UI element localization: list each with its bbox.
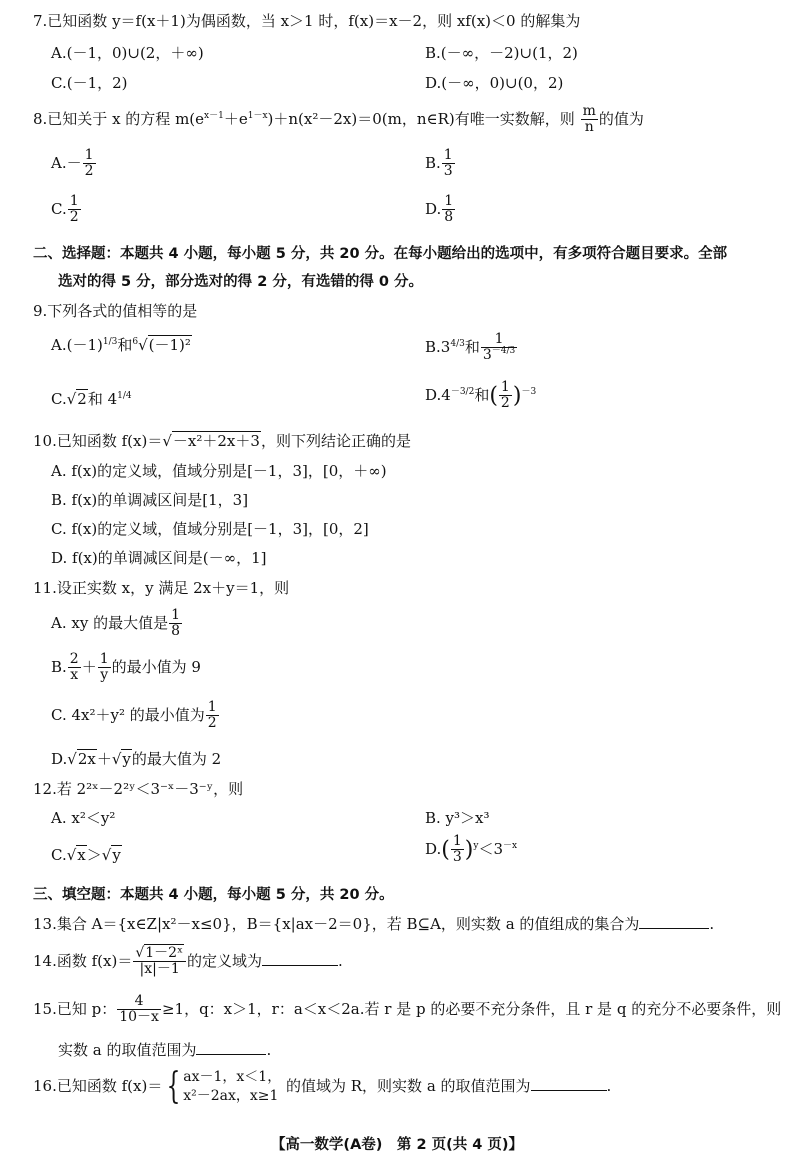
q7-option-b: B.(－∞，－2)∪(1，2) (425, 44, 578, 62)
q16-answer-blank[interactable] (531, 1078, 607, 1091)
question-12: 12.若 2²ˣ－2²ʸ＜3⁻ˣ－3⁻ʸ，则 (33, 780, 244, 798)
q8-text-post: )＋n(x²－2x)＝0(m，n∈R)有唯一实数解，则 (267, 109, 575, 128)
q9-option-c: C.√2和 $4^{1/4}$ (51, 390, 132, 408)
q8-option-a: A.－ $\frac{1}{2}$ (51, 147, 94, 180)
q7-option-d: D.(－∞，0)∪(0，2) (425, 74, 564, 92)
q7-option-c: C.(－1，2) (51, 74, 128, 92)
q10-option-d: D. f(x)的单调减区间是(－∞，1] (51, 549, 267, 567)
q12-option-a: A. x²＜y² (51, 809, 116, 827)
q8-text-mid: ＋e (223, 109, 248, 128)
page-footer: 【高一数学(A卷) 第 2 页(共 4 页)】 (270, 1137, 524, 1153)
q15-answer-blank[interactable] (196, 1042, 266, 1055)
piecewise-brace: { (166, 1065, 181, 1107)
q8-option-c: C. $\frac{1}{2}$ (51, 193, 79, 226)
piecewise-cases: ax－1，x＜1， x²－2ax，x≥1 (183, 1069, 282, 1104)
q12-option-c: C.√x＞√y (51, 846, 121, 864)
q10-option-c: C. f(x)的定义域，值域分别是[－1，3]，[0，2] (51, 520, 369, 538)
q11-option-a: A. xy 的最大值是 $\frac{1}{8}$ (51, 607, 180, 640)
question-9: 9.下列各式的值相等的是 (33, 302, 198, 320)
q9-option-b: $B.3^{4/3}$和 $\frac{1}{3^{-4/3}}$ (425, 331, 516, 364)
q11-option-d: D.√2x＋√y的最大值为 2 (51, 750, 222, 768)
section-2-heading: 二、选择题：本题共 4 小题，每小题 5 分，共 20 分。在每小题给出的选项中，有多项符合题目要求。全部 (33, 246, 728, 262)
q8-option-d: D. $\frac{1}{8}$ (425, 193, 454, 226)
q7-option-a: A.(－1，0)∪(2，＋∞) (51, 44, 204, 62)
question-16: 16.已知函数 f(x)＝ { ax－1，x＜1， x²－2ax，x≥1 的值域为 R，则实数 a 的取值范围为 . (33, 1065, 612, 1107)
question-7: 7.已知函数 y＝f(x＋1)为偶函数，当 x＞1 时，f(x)＝x－2，则 xf(x)＜0 的解集为 (33, 12, 581, 30)
q11-option-c: C. 4x²＋y² 的最小值为 $\frac{1}{2}$ (51, 699, 217, 732)
q10-option-b: B. f(x)的单调减区间是[1，3] (51, 491, 249, 509)
question-11: 11.设正实数 x，y 满足 2x＋y＝1，则 (33, 579, 290, 597)
q8-text-pre: 8.已知关于 x 的方程 m(e (33, 109, 205, 128)
q11-option-b: B. $\frac{2}{x}$ ＋ $\frac{1}{y}$ 的最小值为 9 (51, 651, 201, 684)
q8-exp-2: 1－x (247, 110, 268, 121)
question-15-cont: 实数 a 的取值范围为 . (58, 1041, 272, 1059)
q9-option-d: $D.4^{-3/2}$和( $\frac{1}{2}$ )$^{-3}$ (425, 379, 537, 412)
q12-option-d: D.( $\frac{1}{3}$ )$^y<3^{-x}$ (425, 833, 518, 866)
question-14: 14.函数 f(x)＝ $\frac{\text{√1－2ˣ}}{|x|-1}$ 的定义域为 . (33, 945, 343, 978)
question-10: 10.已知函数 f(x)＝√－x²＋2x＋3，则下列结论正确的是 (33, 432, 411, 450)
q14-answer-blank[interactable] (262, 953, 338, 966)
q12-option-b: B. y³＞x³ (425, 809, 490, 827)
q10-option-a: A. f(x)的定义域，值域分别是[－1，3]，[0，＋∞) (51, 462, 387, 480)
q8-text-tail: 的值为 (598, 109, 644, 128)
section-3-heading: 三、填空题：本题共 4 小题，每小题 5 分，共 20 分。 (33, 887, 394, 903)
q13-answer-blank[interactable] (639, 916, 709, 929)
question-15: 15.已知 p： $\frac{4}{10-x}$ ≥1，q：x＞1，r：a＜x＜2a.若 r 是 p 的必要不充分条件，且 r 是 q 的充分不必要条件，则 (33, 993, 782, 1026)
q8-exp-1: x－1 (204, 110, 224, 121)
question-13: 13.集合 A＝{x∈Z|x²－x≤0}，B＝{x|ax－2＝0}，若 B⊆A，则实数 a 的值组成的集合为 . (33, 915, 715, 933)
question-8 (33, 104, 644, 136)
q9-option-a: $A.(-1)^{1/3}$和$^6$√(－1)² (51, 336, 191, 354)
q8-fraction: $\frac{m}{n}$ (582, 103, 596, 136)
section-2-heading-cont: 选对的得 5 分，部分选对的得 2 分，有选错的得 0 分。 (58, 274, 424, 290)
q8-option-b: B. $\frac{1}{3}$ (425, 147, 453, 180)
